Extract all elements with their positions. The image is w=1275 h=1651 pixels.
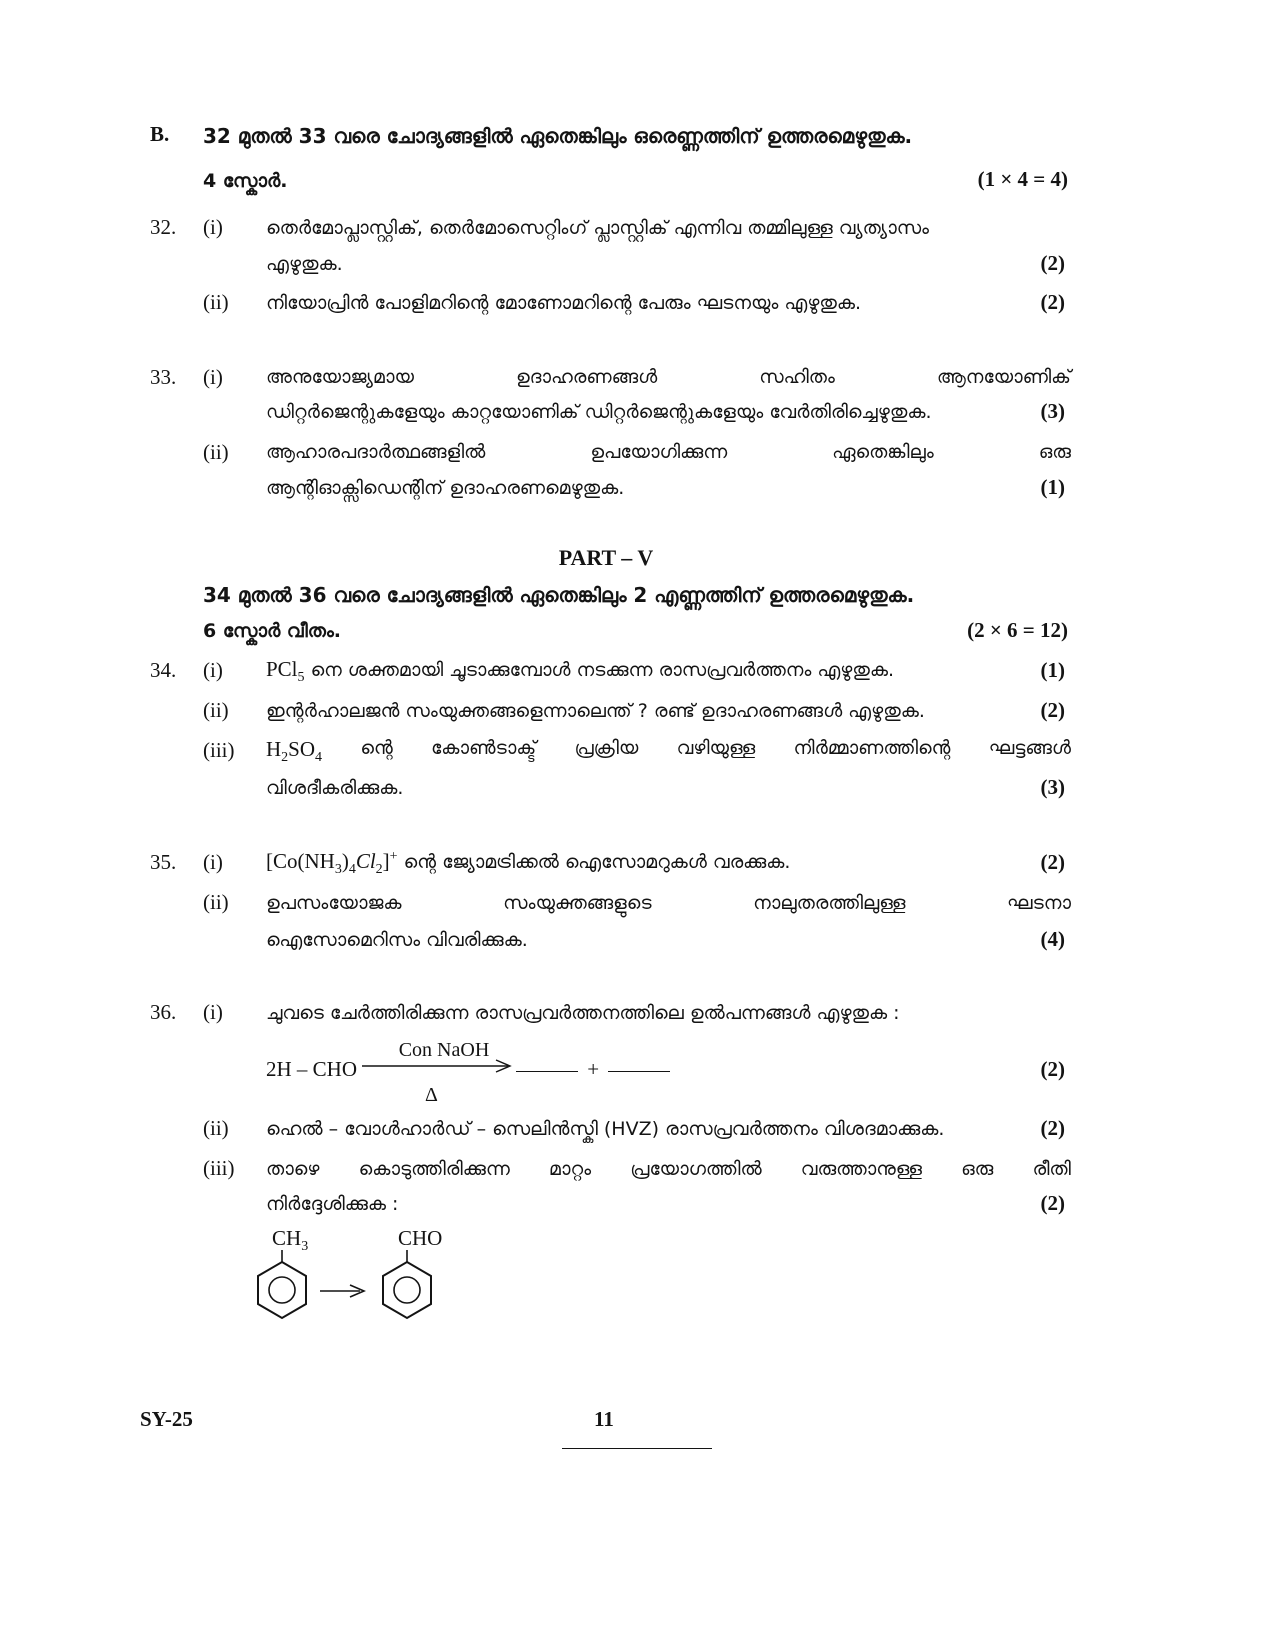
q34-iii-formula: H xyxy=(266,737,282,761)
q34-iii-line2: വിശദീകരിക്കുക. xyxy=(266,777,404,799)
q36-iii-word: രീതി xyxy=(1032,1158,1071,1180)
q36-iii-word: കൊടുത്തിരിക്കുന്ന xyxy=(358,1158,510,1180)
q33-i-line2: ഡിറ്റർജെന്റുകളേയും കാറ്റയോണിക് ഡിറ്റർജെന്റുകളേയും വേർതിരിച്ചെഴുതുക. xyxy=(266,401,932,423)
q33-i-word: ആനയോണിക് xyxy=(936,366,1071,388)
q36-i-text: ചുവടെ ചേർത്തിരിക്കുന്ന രാസപ്രവർത്തനത്തിലെ ഉൽപന്നങ്ങൾ എഴുതുക : xyxy=(266,1002,900,1024)
section-b-score-label: 4 സ്കോർ. xyxy=(203,170,288,192)
section-letter: B. xyxy=(150,122,170,146)
part5-score-label: 6 സ്കോർ വീതം. xyxy=(203,620,341,642)
q35-i-text: ന്റെ ജ്യോമട്രിക്കൽ ഐസോമറുകൾ വരക്കുക. xyxy=(397,851,791,873)
benzene-ring-icon xyxy=(254,1248,310,1320)
q34-i-text: നെ ശക്തമായി ചൂടാക്കുമ്പോൾ നടക്കുന്ന രാസപ്രവർത്തനം എഴുതുക. xyxy=(304,659,895,681)
q33-i-line1 xyxy=(266,366,1071,388)
page-number: 11 xyxy=(594,1407,614,1431)
q36-iii-word: മാറ്റം xyxy=(548,1158,592,1180)
q35-ii-word: ഘടനാ xyxy=(1007,892,1071,914)
q34-number: 34. xyxy=(150,658,177,682)
q32-ii-text: നിയോപ്രിൻ പോളിമറിന്റെ മോണോമറിന്റെ പേരും ഘടനയും എഴുതുക. xyxy=(266,292,862,314)
q35-ii-label: (ii) xyxy=(203,890,229,914)
q32-i-line2: എഴുതുക. xyxy=(266,253,343,275)
q34-iii-word: നിർമ്മാണത്തിന്റെ xyxy=(793,737,951,759)
section-b-score-formula: (1 × 4 = 4) xyxy=(977,167,1068,191)
q35-number: 35. xyxy=(150,850,177,874)
q34-ii-marks: (2) xyxy=(1040,698,1065,722)
q32-ii-label: (ii) xyxy=(203,290,229,314)
q36-ii-label: (ii) xyxy=(203,1116,229,1140)
section-b-instruction: 32 മുതൽ 33 വരെ ചോദ്യങ്ങളിൽ ഏതെങ്കിലും ഒരെണ്ണത്തിന് ഉത്തരമെഴുതുക. xyxy=(203,124,913,148)
q34-i-marks: (1) xyxy=(1040,658,1065,682)
q36-iii-label: (iii) xyxy=(203,1156,235,1180)
q34-iii-word: വഴിയുള്ള xyxy=(676,737,756,759)
q35-i-formula-sub: 3 xyxy=(334,862,342,878)
q34-iii-formula-sub: 2 xyxy=(281,750,289,766)
q34-iii-word: ന്റെ xyxy=(360,737,393,759)
q34-i-line xyxy=(266,657,894,686)
q35-i-formula-sub: 2 xyxy=(375,862,383,878)
q36-iii-line1 xyxy=(266,1158,1071,1180)
q34-iii-line1 xyxy=(266,737,1071,766)
q34-iii-word: പ്രക്രിയ xyxy=(574,737,639,759)
toluene-group-label: $CH_3$ xyxy=(272,1226,309,1255)
q33-i-word: അനുയോജ്യമായ xyxy=(266,366,414,388)
q35-ii-word: ഉപസംയോജക xyxy=(266,892,402,914)
q33-ii-word: ഒരു xyxy=(1038,441,1071,463)
q34-ii-text: ഇന്റർഹാലജൻ സംയുക്തങ്ങളെന്നാലെന്ത് ? രണ്ട് ഉദാഹരണങ്ങൾ എഴുതുക. xyxy=(266,700,925,722)
q35-i-marks: (2) xyxy=(1040,850,1065,874)
q32-ii-marks: (2) xyxy=(1040,290,1065,314)
q36-ii-text: ഹെൽ – വോൾഹാർഡ് – സെലിൻസ്കി (HVZ) രാസപ്രവർത്തനം വിശദമാക്കുക. xyxy=(266,1118,945,1140)
benzaldehyde-group-label: CHO xyxy=(398,1226,443,1250)
part5-instruction: 34 മുതൽ 36 വരെ ചോദ്യങ്ങളിൽ ഏതെങ്കിലും 2 എണ്ണത്തിന് ഉത്തരമെഴുതുക. xyxy=(203,583,915,607)
q36-iii-word: താഴെ xyxy=(266,1158,320,1180)
q33-ii-line1 xyxy=(266,441,1071,463)
q36-number: 36. xyxy=(150,1000,177,1024)
q36-iii-word: പ്രയോഗത്തിൽ xyxy=(630,1158,762,1180)
q34-i-label: (i) xyxy=(203,658,223,682)
q36-iii-word: ഒരു xyxy=(961,1158,994,1180)
q35-ii-line1 xyxy=(266,892,1071,914)
product-blank xyxy=(516,1070,578,1072)
q33-i-marks: (3) xyxy=(1040,399,1065,423)
q33-number: 33. xyxy=(150,365,177,389)
q35-i-label: (i) xyxy=(203,850,223,874)
q36-reagent-above: Con NaOH xyxy=(398,1039,490,1061)
q35-ii-marks: (4) xyxy=(1040,927,1065,951)
q34-iii-word: കോൺടാക്ട് xyxy=(431,737,537,759)
q34-iii-formula-sub: 4 xyxy=(315,750,323,766)
q33-i-word: സഹിതം xyxy=(759,366,835,388)
q35-ii-word: സംയുക്തങ്ങളുടെ xyxy=(503,892,652,914)
q35-i-formula-sup: + xyxy=(389,849,398,864)
part-heading: PART – V xyxy=(558,545,654,570)
q32-number: 32. xyxy=(150,215,177,239)
q33-i-label: (i) xyxy=(203,365,223,389)
q33-ii-marks: (1) xyxy=(1040,475,1065,499)
q34-ii-label: (ii) xyxy=(203,698,229,722)
product-blank xyxy=(608,1070,670,1072)
conversion-arrow-icon xyxy=(320,1284,366,1298)
q36-i-marks: (2) xyxy=(1040,1057,1065,1081)
q35-i-formula: ) xyxy=(341,849,349,873)
q32-i-line1: തെർമോപ്ലാസ്റ്റിക്, തെർമോസെറ്റിംഗ് പ്ലാസ്റ്റിക് എന്നിവ തമ്മിലുള്ള വ്യത്യാസം xyxy=(266,217,930,239)
q33-ii-line2: ആന്റിഓക്സിഡെന്റിന് ഉദാഹരണമെഴുതുക. xyxy=(266,477,625,499)
q36-iii-word: വരുത്താനുള്ള xyxy=(800,1158,922,1180)
q36-reactant: 2H – CHO xyxy=(266,1057,358,1081)
q33-ii-word: ആഹാരപദാർത്ഥങ്ങളിൽ xyxy=(266,441,486,463)
q33-ii-word: ഏതെങ്കിലും xyxy=(832,441,934,463)
q36-iii-line2: നിർദ്ദേശിക്കുക : xyxy=(266,1193,399,1215)
q35-i-formula: ] xyxy=(382,849,390,873)
end-divider xyxy=(562,1448,712,1449)
q35-i-formula: Cl xyxy=(355,849,376,873)
q36-i-label: (i) xyxy=(203,1000,223,1024)
q35-ii-line2: ഐസോമെറിസം വിവരിക്കുക. xyxy=(266,929,528,951)
benzene-ring-icon xyxy=(379,1248,435,1320)
q36-plus: + xyxy=(587,1057,600,1081)
part5-score-formula: (2 × 6 = 12) xyxy=(967,618,1068,642)
q34-iii-word: ഘട്ടങ്ങൾ xyxy=(988,737,1071,759)
q34-iii-label: (iii) xyxy=(203,738,235,762)
q34-i-formula-sub: 5 xyxy=(297,670,305,686)
q32-i-marks: (2) xyxy=(1040,251,1065,275)
q34-iii-formula: SO xyxy=(288,737,316,761)
q35-ii-word: നാലുതരത്തിലുള്ള xyxy=(753,892,906,914)
paper-code: SY-25 xyxy=(140,1407,193,1431)
q34-iii-marks: (3) xyxy=(1040,775,1065,799)
q35-i-formula: [Co(NH xyxy=(266,849,335,873)
q35-i-formula-sub: 4 xyxy=(348,862,356,878)
q36-ii-marks: (2) xyxy=(1040,1116,1065,1140)
q36-products xyxy=(512,1057,674,1082)
q33-i-word: ഉദാഹരണങ്ങൾ xyxy=(515,366,658,388)
q33-ii-word: ഉപയോഗിക്കുന്ന xyxy=(590,441,728,463)
q35-i-line xyxy=(266,849,790,878)
q36-reagent-below: Δ xyxy=(425,1084,438,1106)
reaction-arrow-icon xyxy=(362,1059,514,1073)
q32-i-label: (i) xyxy=(203,215,223,239)
q34-i-formula: PCl xyxy=(266,657,298,681)
q33-ii-label: (ii) xyxy=(203,440,229,464)
q36-iii-marks: (2) xyxy=(1040,1191,1065,1215)
